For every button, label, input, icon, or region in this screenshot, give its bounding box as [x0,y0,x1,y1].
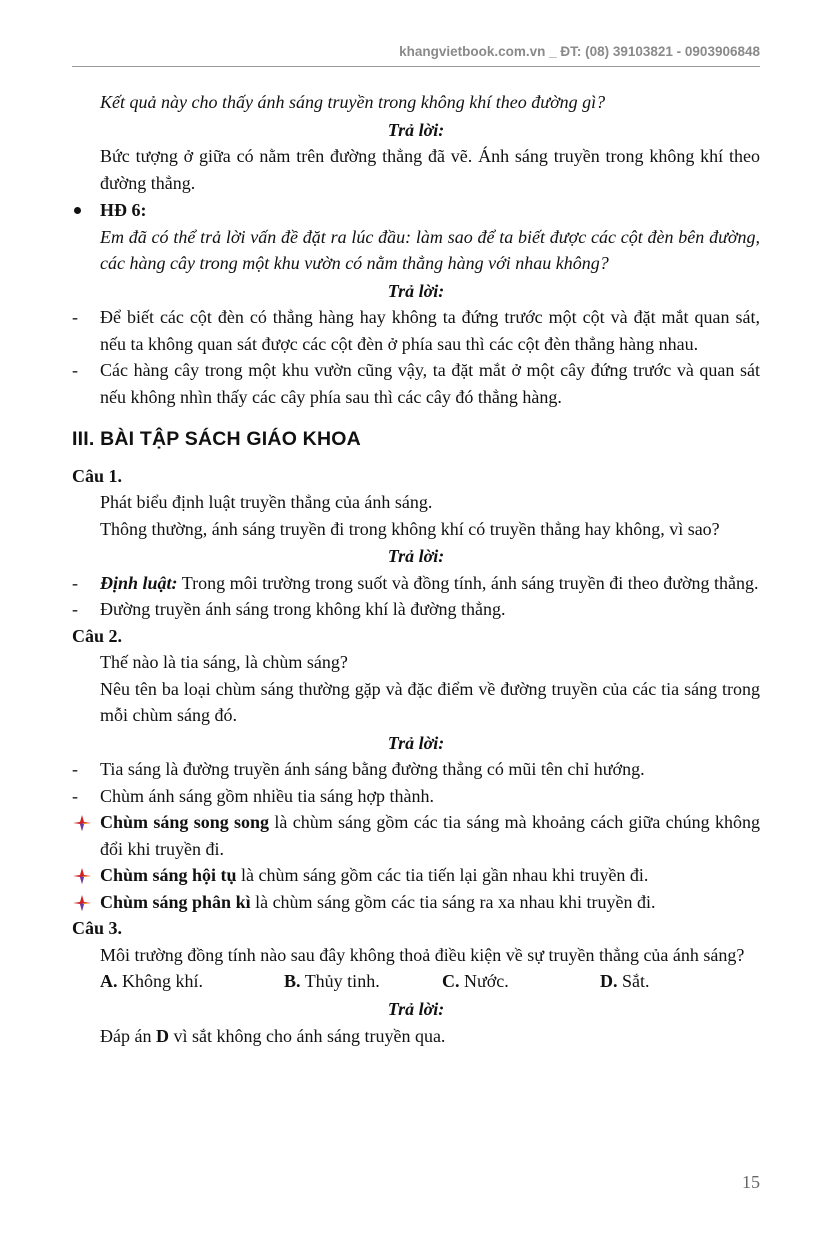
star-bullet-icon [73,815,91,831]
list-item [72,570,760,597]
beam-name: Chùm sáng phân kì [100,891,251,912]
answer-text: Bức tượng ở giữa có nằm trên đường thẳng đã vẽ. Ánh sáng truyền trong không khí theo đường thẳng. [100,146,760,193]
cau2-line: Thế nào là tia sáng, là chùm sáng? [100,652,348,672]
header-text: khangvietbook.com.vn _ ĐT: (08) 39103821 - 0903906848 [399,44,760,59]
page-header [72,44,760,67]
beam-item [72,862,760,889]
dash-marker: - [72,785,78,806]
dash-marker: - [72,360,78,380]
cau3-title: Câu 3. [72,918,123,938]
star-bullet-icon [73,895,91,911]
bullet-dot-icon [74,207,81,214]
beam-name: Chùm sáng hội tụ [100,865,237,885]
option-d: D. Sắt. [600,971,650,991]
hd6-item [72,197,760,224]
section-title: III. BÀI TẬP SÁCH GIÁO KHOA [72,428,361,450]
list-item [72,756,760,783]
beam-desc: là chùm sáng gồm các tia tiến lại gần nhau khi truyền đi. [236,865,649,885]
list-item [72,357,760,410]
list-item [72,304,760,357]
answer-label: Trả lời: [387,546,445,566]
cau2-title: Câu 2. [72,625,123,646]
dash-marker: - [72,307,78,327]
list-item-text: Để biết các cột đèn có thẳng hàng hay không ta đứng trước một cột và đặt mắt quan sát, nếu ta không quan sát được các cột đèn ở phía sau thì các cột đèn thẳng hàng nhau. [100,307,760,354]
beam-desc: là chùm sáng gồm các tia sáng ra xa nhau khi truyền đi. [250,891,656,912]
star-bullet-icon [73,868,91,884]
list-item [72,596,760,623]
list-item-text: Các hàng cây trong một khu vườn cũng vậy, ta đặt mắt ở một cây đứng trước và quan sát nếu không nhìn thấy các cây phía sau thì các cây đó thẳng hàng. [100,360,760,407]
answer-label: Trả lời: [387,732,445,753]
answer-label: Trả lời: [387,280,445,301]
beam-name: Chùm sáng song song [100,812,270,832]
option-a: A. Không khí. [100,971,203,991]
dash-marker: - [72,599,78,619]
options-row [72,968,760,995]
dash-marker: - [72,572,78,593]
question-text: Kết quả này cho thấy ánh sáng truyền trong không khí theo đường gì? [100,92,606,112]
cau1-title: Câu 1. [72,465,123,486]
cau1-line: Phát biểu định luật truyền thẳng của ánh sáng. [100,492,433,512]
list-item-text: Tia sáng là đường truyền ánh sáng bằng đường thẳng có mũi tên chỉ hướng. [100,759,645,779]
page-number: 15 [742,1172,760,1192]
list-item-text: Đường truyền ánh sáng trong không khí là đường thẳng. [100,599,506,619]
hd6-title: HĐ 6: [100,200,147,220]
option-b: B. Thủy tinh. [284,971,380,991]
cau3-answer: Đáp án D vì sắt không cho ánh sáng truyền qua. [100,1025,446,1046]
hd6-question: Em đã có thể trả lời vấn đề đặt ra lúc đầu: làm sao để ta biết được các cột đèn bên đường, các hàng cây trong một khu vườn có nằm thẳng hàng với nhau không? [100,226,760,273]
dash-marker: - [72,759,78,779]
beam-item [72,809,760,862]
list-item-text: Chùm ánh sáng gồm nhiều tia sáng hợp thành. [100,785,434,806]
cau3-question: Môi trường đồng tính nào sau đây không thoả điều kiện về sự truyền thẳng của ánh sáng? [100,944,745,965]
list-item [72,783,760,810]
cau1-line: Thông thường, ánh sáng truyền đi trong không khí có truyền thẳng hay không, vì sao? [100,518,720,539]
answer-label: Trả lời: [387,999,445,1019]
option-c: C. Nước. [442,971,509,991]
answer-label: Trả lời: [387,119,445,140]
beam-item [72,889,760,916]
law-text: Trong môi trường trong suốt và đồng tính, ánh sáng truyền đi theo đường thẳng. [177,572,759,593]
beam-desc: là chùm sáng gồm các tia sáng mà khoảng cách giữa chúng không đổi khi truyền đi. [100,812,760,859]
page-content [72,89,760,1049]
law-label: Định luật: [100,572,178,593]
cau2-line: Nêu tên ba loại chùm sáng thường gặp và đặc điểm về đường truyền của các tia sáng trong mỗi chùm sáng đó. [100,678,760,725]
